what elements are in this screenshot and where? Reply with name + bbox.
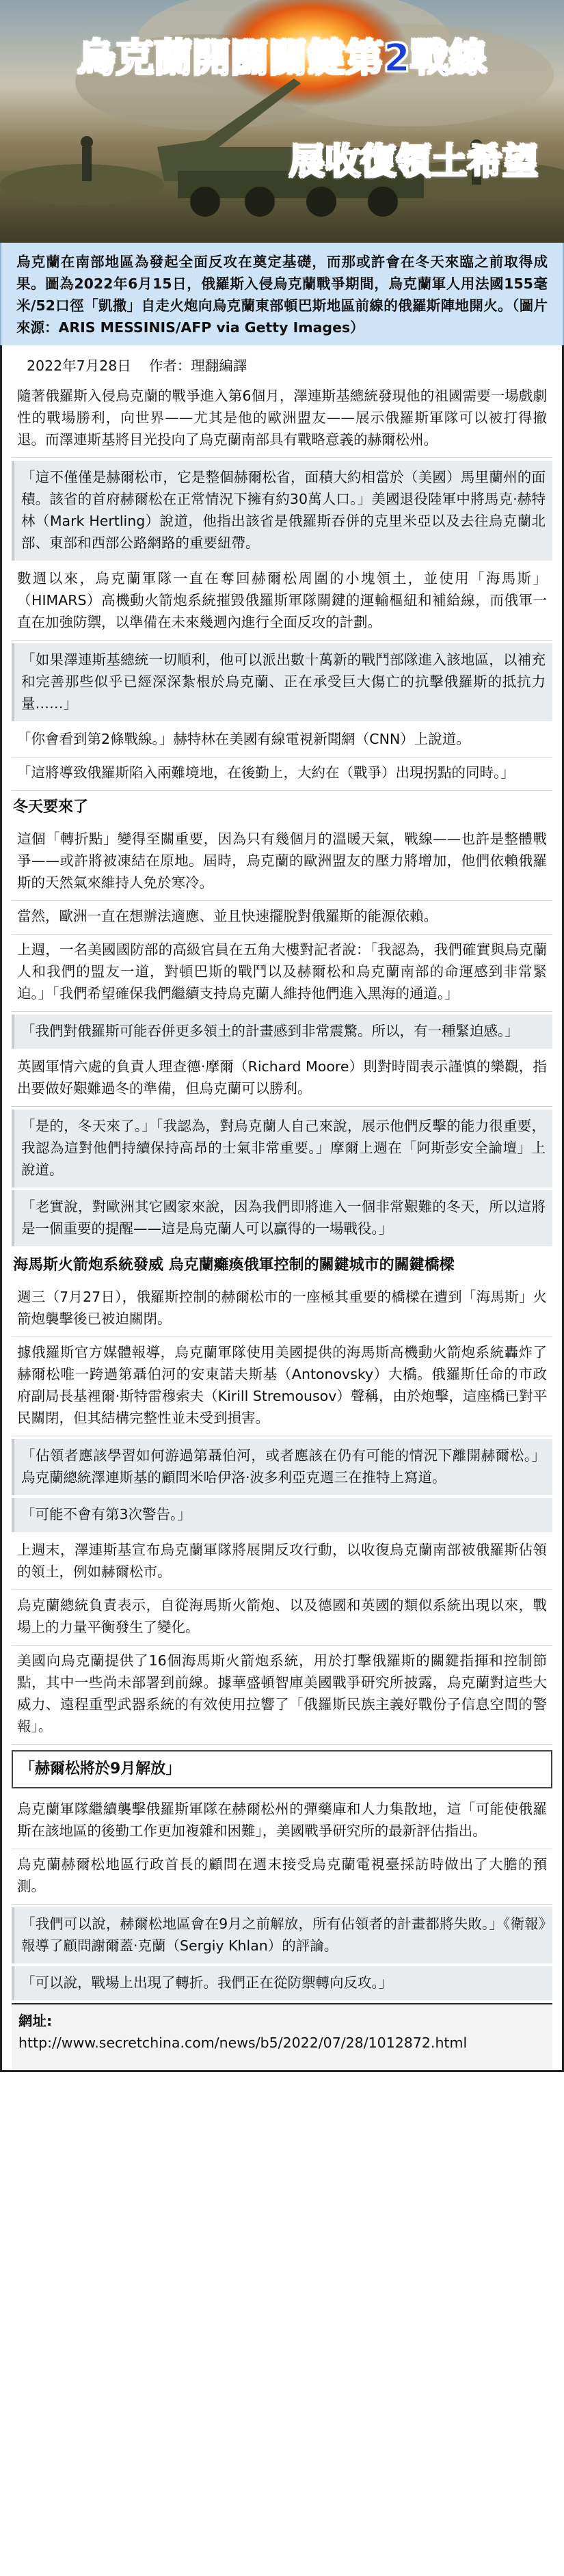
quote: 「我們對俄羅斯可能吞併更多領土的計畫感到非常震驚。所以，有一種緊迫感。」 bbox=[12, 1015, 552, 1049]
publish-date: 2022年7月28日 bbox=[27, 358, 131, 374]
quote: 「是的，冬天來了。」「我認為，對烏克蘭人自己來說，展示他們反擊的能力很重要，我認為這對他們持續保持高昂的士氣非常重要。」摩爾上週在「阿斯彭安全論壇」上說道。 bbox=[12, 1110, 552, 1188]
paragraph: 數週以來，烏克蘭軍隊一直在奪回赫爾松周圍的小塊領土，並使用「海馬斯」（HIMARS）高機動火箭炮系統摧毀俄羅斯軍隊關鍵的運輸樞紐和補給線，而俄軍一直在加強防禦，以準備在未來幾週內進行全面反攻的計劃。 bbox=[12, 563, 552, 641]
hero-title: 烏克蘭開闢關鍵第2戰線 bbox=[77, 36, 487, 81]
paragraph: 美國向烏克蘭提供了16個海馬斯火箭炮系統，用於打擊俄羅斯的關鍵指揮和控制節點，其中一些尚未部署到前線。據華盛頓智庫美國戰爭研究所披露，烏克蘭對這些大威力、遠程重型武器系統的有效使用拉響了「俄羅斯民族主義好戰份子信息空間的警報」。 bbox=[12, 1646, 552, 1745]
paragraph: 上週，一名美國國防部的高級官員在五角大樓對記者說：「我認為，我們確實與烏克蘭人和我們的盟友一道，對頓巴斯的戰鬥以及赫爾松和烏克蘭南部的命運感到非常緊迫。」「我們希望確保我們繼續支持烏克蘭人維持他們進入黑海的通道。」 bbox=[12, 935, 552, 1012]
quote: 「我們可以說，赫爾松地區會在9月之前解放，所有佔領者的計畫都將失敗。」《衛報》報導了顧問謝爾蓋‧克蘭（Sergiy Khlan）的評論。 bbox=[12, 1907, 552, 1963]
section-box bbox=[12, 1750, 552, 1788]
paragraph: 「這將導致俄羅斯陷入兩難境地，在後勤上，大約在（戰爭）出現拐點的同時。」 bbox=[12, 757, 552, 791]
paragraph: 這個「轉折點」變得至關重要，因為只有幾個月的溫暖天氣，戰線——也許是整體戰爭——或許將被凍結在原地。屆時，烏克蘭的歐洲盟友的壓力將增加，他們依賴俄羅斯的天然氣來維持人免於寒冷。 bbox=[12, 824, 552, 901]
paragraph: 當然，歐洲一直在想辦法適應、並且快速擺脫對俄羅斯的能源依賴。 bbox=[12, 901, 552, 935]
article-body bbox=[0, 345, 564, 2072]
paragraph: 烏克蘭赫爾松地區行政首長的顧問在週末接受烏克蘭電視臺採訪時做出了大膽的預測。 bbox=[12, 1849, 552, 1905]
hero-subtitle: 展收復領土希望 bbox=[288, 142, 538, 183]
paragraph: 據俄羅斯官方媒體報導，烏克蘭軍隊使用美國提供的海馬斯高機動火箭炮系統轟炸了赫爾松唯一跨過第聶伯河的安東諾夫斯基（Antonovsky）大橋。俄羅斯任命的市政府副局長基裡爾‧斯特雷穆索夫（Kirill Stremousov）聲稱，由於炮擊，這座橋已對平民關閉，但其結構完整性並未受到損害。 bbox=[12, 1337, 552, 1436]
author-line: 作者：理翻編譯 bbox=[148, 358, 247, 374]
paragraph: 週三（7月27日），俄羅斯控制的赫爾松市的一座極其重要的橋樑在遭到「海馬斯」火箭炮襲擊後已被迫關閉。 bbox=[12, 1282, 552, 1337]
source-url-link[interactable]: http://www.secretchina.com/news/b5/2022/07/28/1012872.html bbox=[18, 2035, 468, 2051]
quote: 「佔領者應該學習如何游過第聶伯河，或者應該在仍有可能的情況下離開赫爾松。」烏克蘭總統澤連斯基的顧問米哈伊洛‧波多利亞克週三在推特上寫道。 bbox=[12, 1439, 552, 1495]
quote: 「可以說，戰場上出現了轉折。我們正在從防禦轉向反攻。」 bbox=[12, 1966, 552, 2000]
url-label: 網址: bbox=[18, 2013, 53, 2029]
paragraph: 英國軍情六處的負責人理查德‧摩爾（Richard Moore）則對時間表示謹慎的樂觀，指出要做好艱難過冬的準備，但烏克蘭可以勝利。 bbox=[12, 1051, 552, 1107]
quote: 「可能不會有第3次警告。」 bbox=[12, 1498, 552, 1532]
paragraph: 上週末，澤連斯基宣布烏克蘭軍隊將展開反攻行動，以收復烏克蘭南部被俄羅斯佔領的領土，例如赫爾松市。 bbox=[12, 1535, 552, 1590]
paragraph: 隨著俄羅斯入侵烏克蘭的戰爭進入第6個月，澤連斯基總統發現他的祖國需要一場戲劇性的戰場勝利，向世界——尤其是他的歐洲盟友——展示俄羅斯軍隊可以被打得撤退。而澤連斯基將目光投向了烏克蘭南部具有戰略意義的赫爾松州。 bbox=[12, 381, 552, 458]
paragraph: 烏克蘭軍隊繼續襲擊俄羅斯軍隊在赫爾松州的彈藥庫和人力集散地，這「可能使俄羅斯在該地區的後勤工作更加複雜和困難」，美國戰爭研究所的最新評估指出。 bbox=[12, 1794, 552, 1849]
article-meta bbox=[12, 348, 552, 381]
section-heading: 冬天要來了 bbox=[13, 799, 89, 816]
source-url-block bbox=[12, 2003, 552, 2070]
paragraph: 烏克蘭總統負責表示，自從海馬斯火箭炮、以及德國和英國的類似系統出現以來，戰場上的力量平衡發生了變化。 bbox=[12, 1590, 552, 1646]
quote: 「這不僅僅是赫爾松市，它是整個赫爾松省，面積大約相當於（美國）馬里蘭州的面積。該省的首府赫爾松在正常情況下擁有約30萬人口。」美國退役陸軍中將馬克‧赫特林（Mark Hertling）說道，他指出該省是俄羅斯吞併的克里米亞以及去往烏克蘭北部、東部和西部公路網路的重要紐帶。 bbox=[12, 461, 552, 561]
hero-image bbox=[0, 0, 564, 243]
image-caption: 烏克蘭在南部地區為發起全面反攻在奠定基礎，而那或許會在冬天來臨之前取得成果。圖為2022年6月15日，俄羅斯入侵烏克蘭戰爭期間，烏克蘭軍人用法國155毫米/52口徑「凱撒」自走火炮向烏克蘭東部頓巴斯地區前線的俄羅斯陣地開火。（圖片來源：ARIS MESSINIS/AFP via Getty Images） bbox=[0, 243, 564, 345]
section-heading: 海馬斯火箭炮系統發威 烏克蘭癱瘓俄軍控制的關鍵城市的關鍵橋樑 bbox=[13, 1257, 455, 1274]
section-heading: 「赫爾松將於9月解放」 bbox=[20, 1760, 181, 1777]
paragraph: 「你會看到第2條戰線。」赫特林在美國有線電視新聞網（CNN）上說道。 bbox=[12, 724, 552, 757]
quote: 「如果澤連斯基總統一切順利，他可以派出數十萬新的戰鬥部隊進入該地區，以補充和完善那些似乎已經深深紮根於烏克蘭、正在承受巨大傷亡的抗擊俄羅斯的抵抗力量……」 bbox=[12, 643, 552, 721]
quote: 「老實說，對歐洲其它國家來說，因為我們即將進入一個非常艱難的冬天，所以這將是一個重要的提醒——這是烏克蘭人可以贏得的一場戰役。」 bbox=[12, 1190, 552, 1246]
